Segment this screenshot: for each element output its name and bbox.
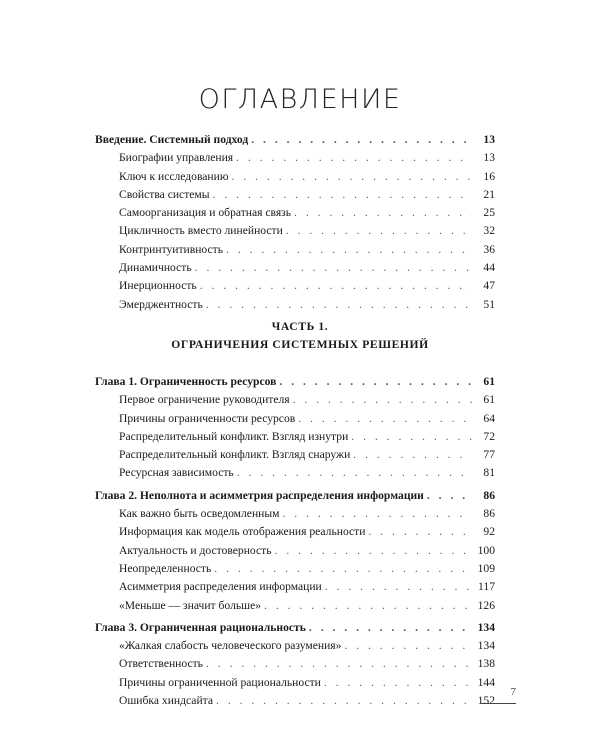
dot-leader: [237, 464, 472, 482]
dot-leader: [353, 446, 472, 464]
toc-section-entry: [95, 446, 495, 464]
toc-section-entry: [95, 168, 495, 186]
toc-entry-page: 86: [483, 488, 495, 502]
toc-intro-section: [95, 131, 495, 314]
toc-section-entry: [95, 578, 495, 596]
toc-entry-page: 72: [483, 429, 495, 443]
toc-section-entry: [95, 391, 495, 409]
dot-leader: [294, 204, 472, 222]
dot-leader: [251, 131, 472, 149]
toc-chapter-entry: [95, 131, 495, 149]
toc-section-entry: [95, 277, 495, 295]
page-title: ОГЛАВЛЕНИЕ: [198, 84, 402, 115]
toc-entry-page: 32: [483, 224, 495, 238]
dot-leader: [206, 296, 472, 314]
toc-entry-label: Ошибка хиндсайта: [119, 694, 214, 708]
toc-entry-label: Ответственность: [119, 657, 203, 671]
toc-section-entry: [95, 186, 495, 204]
dot-leader: [282, 505, 472, 523]
toc-chapter-entry: [95, 373, 495, 391]
toc-entry-page: 51: [483, 297, 495, 311]
dot-leader: [213, 186, 472, 204]
toc-entry-label: Причины ограниченной рациональности: [119, 675, 321, 689]
toc-entry-label: Причины ограниченности ресурсов: [119, 411, 296, 425]
toc-entry-label: «Меньше — значит больше»: [119, 598, 262, 612]
toc-entry-label: Ресурсная зависимость: [119, 466, 234, 480]
toc-chapters-section: [95, 373, 495, 710]
toc-entry-label: Информация как модель отображения реальности: [119, 525, 366, 539]
dot-leader: [226, 241, 472, 259]
toc-section-entry: [95, 149, 495, 167]
dot-leader: [275, 542, 472, 560]
toc-entry-page: 64: [483, 411, 495, 425]
toc-chapter-entry: [95, 619, 495, 637]
toc-section-entry: [95, 560, 495, 578]
toc-section-entry: [95, 241, 495, 259]
toc-entry-page: 44: [483, 261, 495, 275]
page-number: 7: [510, 686, 516, 698]
dot-leader: [368, 523, 472, 541]
dot-leader: [309, 619, 472, 637]
toc-entry-page: 117: [478, 580, 495, 594]
toc-entry-label: Первое ограничение руководителя: [119, 393, 290, 407]
toc-entry-page: 21: [483, 187, 495, 201]
toc-entry-label: Биографии управления: [119, 151, 234, 165]
toc-entry-page: 100: [477, 543, 495, 557]
dot-leader: [214, 560, 472, 578]
toc-section-entry: [95, 597, 495, 615]
toc-entry-label: Распределительный конфликт. Взгляд снаружи: [119, 448, 351, 462]
toc-entry-page: 13: [483, 133, 495, 146]
dot-leader: [216, 692, 472, 710]
toc-entry-label: Свойства системы: [119, 187, 210, 201]
toc-section-entry: [95, 637, 495, 655]
part-title: ОГРАНИЧЕНИЯ СИСТЕМНЫХ РЕШЕНИЙ: [171, 338, 429, 351]
toc-entry-page: 144: [477, 675, 495, 689]
toc-entry-label: Цикличность вместо линейности: [119, 224, 283, 238]
dot-leader: [286, 222, 472, 240]
toc-entry-page: 109: [477, 561, 495, 575]
toc-entry-label: Глава 1. Ограниченность ресурсов: [95, 375, 277, 388]
toc-entry-label: Инерционность: [119, 279, 197, 293]
toc-section-entry: [95, 505, 495, 523]
dot-leader: [324, 674, 472, 692]
toc-entry-page: 81: [483, 466, 495, 480]
toc-entry-page: 126: [477, 598, 495, 612]
toc-section-entry: [95, 296, 495, 314]
toc-entry-page: 92: [483, 525, 495, 539]
toc-entry-label: Динамичность: [119, 261, 192, 275]
dot-leader: [195, 259, 472, 277]
toc-entry-page: 134: [477, 639, 495, 653]
toc-section-entry: [95, 204, 495, 222]
dot-leader: [279, 373, 472, 391]
dot-leader: [325, 578, 472, 596]
toc-section-entry: [95, 692, 495, 710]
dot-leader: [298, 410, 472, 428]
dot-leader: [264, 597, 472, 615]
toc-entry-label: Как важно быть осведомленным: [119, 507, 280, 521]
toc-entry-page: 36: [483, 242, 495, 256]
toc-entry-label: Эмерджентность: [119, 297, 203, 311]
dot-leader: [427, 487, 472, 505]
toc-entry-page: 152: [477, 694, 495, 708]
toc-entry-page: 86: [483, 507, 495, 521]
dot-leader: [344, 637, 472, 655]
toc-entry-page: 13: [483, 151, 495, 165]
toc-entry-page: 138: [477, 657, 495, 671]
toc-entry-label: Контринтуитивность: [119, 242, 224, 256]
toc-entry-page: 47: [483, 279, 495, 293]
toc-section-entry: [95, 464, 495, 482]
part-number: ЧАСТЬ 1.: [271, 320, 329, 333]
toc-entry-label: Актуальность и достоверность: [119, 543, 272, 557]
toc-section-entry: [95, 674, 495, 692]
dot-leader: [206, 655, 472, 673]
toc-entry-label: Глава 3. Ограниченная рациональность: [95, 620, 306, 634]
toc-entry-page: 134: [477, 620, 495, 634]
dot-leader: [351, 428, 472, 446]
toc-section-entry: [95, 523, 495, 541]
dot-leader: [232, 168, 472, 186]
toc-entry-label: Введение. Системный подход: [95, 133, 249, 146]
toc-section-entry: [95, 542, 495, 560]
toc-section-entry: [95, 222, 495, 240]
toc-entry-label: Глава 2. Неполнота и асимметрия распределения информации: [95, 488, 424, 502]
toc-entry-label: Самоорганизация и обратная связь: [119, 206, 292, 220]
toc-entry-label: Ключ к исследованию: [119, 169, 229, 183]
dot-leader: [236, 149, 472, 167]
toc-section-entry: [95, 655, 495, 673]
toc-entry-page: 25: [483, 206, 495, 220]
toc-chapter-entry: [95, 487, 495, 505]
toc-entry-page: 61: [483, 375, 495, 388]
toc-section-entry: [95, 259, 495, 277]
toc-section-entry: [95, 428, 495, 446]
toc-entry-label: «Жалкая слабость человеческого разумения»: [119, 639, 342, 653]
toc-entry-label: Распределительный конфликт. Взгляд изнутри: [119, 429, 349, 443]
toc-entry-label: Неопределенность: [119, 561, 212, 575]
toc-entry-page: 61: [483, 393, 495, 407]
footer-rule: [480, 703, 516, 704]
toc-entry-page: 77: [483, 448, 495, 462]
toc-entry-label: Асимметрия распределения информации: [119, 580, 322, 594]
dot-leader: [200, 277, 472, 295]
toc-entry-page: 16: [483, 169, 495, 183]
toc-section-entry: [95, 410, 495, 428]
dot-leader: [293, 391, 472, 409]
